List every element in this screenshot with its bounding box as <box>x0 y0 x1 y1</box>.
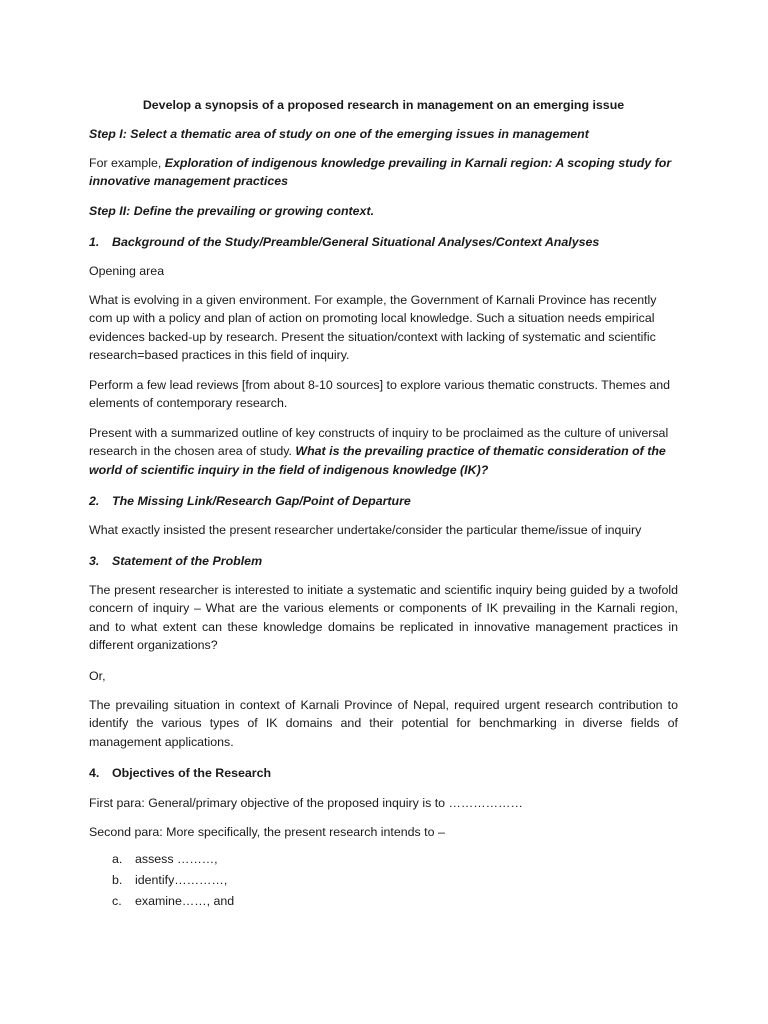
section-3-title: Statement of the Problem <box>112 554 263 568</box>
background-paragraph-3 <box>89 424 678 479</box>
section-3-number: 3. <box>89 554 100 568</box>
section-4-title: Objectives of the Research <box>112 766 272 780</box>
list-item <box>112 871 227 889</box>
background-paragraph-2: Perform a few lead reviews [from about 8-10 sources] to explore various thematic constructs. Themes and elements of contemporary research. <box>89 378 671 411</box>
section-4-heading <box>89 764 678 782</box>
problem-statement-paragraph: The present researcher is interested to initiate a systematic and scientific inquiry being guided by a twofold concern of inquiry – What are the various elements or components of IK prevailing in the Karnali region, and to what extent can these knowledge domains be replicated in innovative management practices in different organizations? <box>89 583 678 653</box>
section-2-heading <box>89 492 678 510</box>
section-3-heading <box>89 552 678 570</box>
background-paragraph-1: What is evolving in a given environment. For example, the Government of Karnali Province has recently com up with a policy and plan of action on promoting local knowledge. Such a situation needs empirical evidences backed-up by research. Present the situation/context with lacking of systematic and scientific research=based practices in this field of inquiry. <box>89 293 657 363</box>
section-1-heading <box>89 233 678 251</box>
document-title: Develop a synopsis of a proposed research in management on an emerging issue <box>142 98 625 112</box>
section-2-title: The Missing Link/Research Gap/Point of Departure <box>112 494 411 508</box>
or-separator: Or, <box>89 669 106 683</box>
section-2-number: 2. <box>89 494 100 508</box>
list-item <box>112 850 218 868</box>
section-1-number: 1. <box>89 235 100 249</box>
list-marker: b. <box>112 873 123 887</box>
alternative-problem-paragraph: The prevailing situation in context of Karnali Province of Nepal, required urgent research contribution to identify the various types of IK domains and their potential for benchmarking in diverse fields of management applications. <box>89 698 678 749</box>
example-paragraph <box>89 154 678 191</box>
list-item-text: examine……, and <box>135 894 235 908</box>
paragraph-3-question: What is the prevailing practice of thematic consideration of the world of scientific inquiry in the field of indigenous knowledge (IK)? <box>89 444 666 477</box>
step-2-heading: Step II: Define the prevailing or growing context. <box>89 204 375 218</box>
list-item-text: identify…………, <box>135 873 228 887</box>
opening-area-label: Opening area <box>89 264 165 278</box>
paragraph-3-text: Present with a summarized outline of key constructs of inquiry to be proclaimed as the culture of universal research in the chosen area of study. <box>89 426 669 459</box>
list-marker: c. <box>112 894 122 908</box>
step-1-heading: Step I: Select a thematic area of study on one of the emerging issues in management <box>89 127 589 141</box>
example-prefix: For example, <box>89 156 165 170</box>
example-title: Exploration of indigenous knowledge prevailing in Karnali region: A scoping study for innovative management practices <box>89 156 672 189</box>
list-marker: a. <box>112 852 123 866</box>
section-4-number: 4. <box>89 766 100 780</box>
objectives-first-para: First para: General/primary objective of the proposed inquiry is to ……………… <box>89 796 523 810</box>
objectives-second-para: Second para: More specifically, the present research intends to – <box>89 825 445 839</box>
section-1-title: Background of the Study/Preamble/General Situational Analyses/Context Analyses <box>112 235 600 249</box>
list-item <box>112 892 234 910</box>
list-item-text: assess ………, <box>135 852 218 866</box>
research-gap-paragraph: What exactly insisted the present researcher undertake/consider the particular theme/issue of inquiry <box>89 523 642 537</box>
